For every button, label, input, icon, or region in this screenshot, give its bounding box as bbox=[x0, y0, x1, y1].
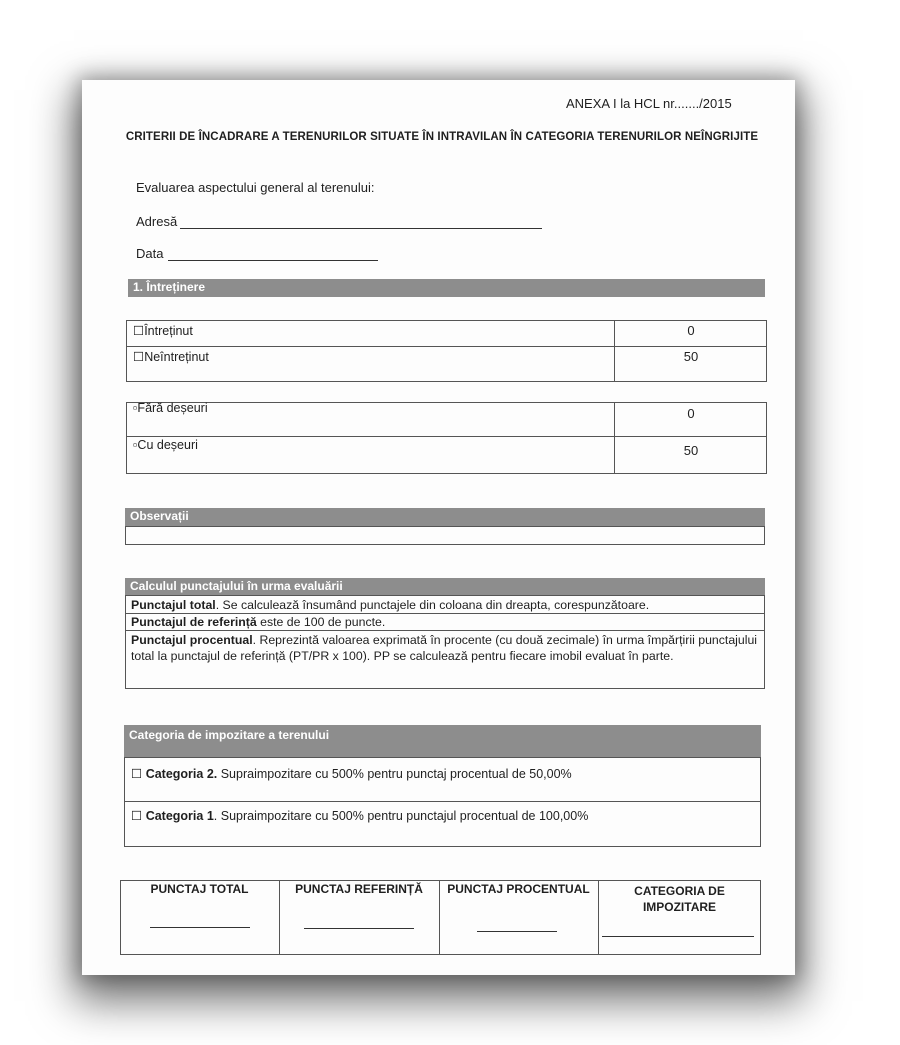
option-maintained[interactable]: ☐Întreținut bbox=[133, 324, 193, 338]
calc-percent-text bbox=[131, 632, 761, 664]
calculation-title: Calculul punctajului în urma evaluării bbox=[130, 579, 343, 593]
calc-total-text bbox=[131, 597, 761, 613]
category-2-option[interactable] bbox=[131, 766, 572, 781]
option-with-waste[interactable]: ▫Cu deșeuri bbox=[133, 438, 198, 452]
calc-reference-desc: este de 100 de puncte. bbox=[256, 615, 386, 629]
option-no-waste[interactable]: ▫Fără deșeuri bbox=[133, 401, 208, 415]
document-title: CRITERII DE ÎNCADRARE A TERENURILOR SITUATE ÎN INTRAVILAN ÎN CATEGORIA TERENURILOR NEÎNGRIJITE bbox=[125, 131, 759, 143]
annex-reference: ANEXA I la HCL nr......./2015 bbox=[566, 96, 732, 111]
waste-row-divider bbox=[126, 436, 767, 437]
observations-title: Observații bbox=[130, 509, 189, 523]
summary-divider-3 bbox=[598, 880, 599, 955]
calc-reference-text bbox=[131, 614, 761, 630]
category-1-desc: . Supraimpozitare cu 500% pentru punctajul procentual de 100,00% bbox=[213, 809, 589, 823]
calc-percent-label: Punctajul procentual bbox=[131, 633, 253, 647]
summary-reference-field[interactable] bbox=[304, 928, 414, 929]
calc-percent-desc: . Reprezintă valoarea exprimată în procente (cu două zecimale) în urma împărțirii punctajului total la punctajul de referință (PT/PR x 100). PP se calculează pentru fiecare imobil evaluat în parte. bbox=[131, 633, 758, 663]
option-unmaintained[interactable]: ☐Neîntreținut bbox=[133, 350, 209, 364]
address-label: Adresă bbox=[136, 214, 178, 229]
document-page bbox=[82, 80, 795, 975]
evaluation-label: Evaluarea aspectului general al terenului: bbox=[136, 180, 375, 195]
category-title: Categoria de impozitare a terenului bbox=[129, 728, 330, 742]
observations-field[interactable] bbox=[125, 526, 765, 545]
summary-percent-heading: PUNCTAJ PROCENTUAL bbox=[447, 882, 590, 896]
calc-total-desc: . Se calculează însumând punctajele din coloana din dreapta, corespunzătoare. bbox=[215, 598, 650, 612]
category-2-checkbox[interactable]: ☐ bbox=[131, 767, 146, 781]
date-label: Data bbox=[136, 246, 164, 261]
category-divider bbox=[124, 801, 761, 802]
score-unmaintained: 50 bbox=[683, 349, 699, 364]
summary-total-field[interactable] bbox=[150, 927, 250, 928]
section-maintenance-header bbox=[128, 279, 765, 297]
score-no-waste: 0 bbox=[687, 406, 695, 421]
category-header bbox=[124, 725, 761, 757]
section-maintenance-title: 1. Întreținere bbox=[133, 280, 206, 294]
maintenance-row-divider bbox=[126, 346, 767, 347]
calc-divider-2 bbox=[125, 630, 765, 631]
summary-total-heading: PUNCTAJ TOTAL bbox=[150, 882, 249, 896]
category-1-checkbox[interactable]: ☐ bbox=[131, 809, 146, 823]
address-field[interactable] bbox=[180, 228, 542, 229]
score-maintained: 0 bbox=[687, 323, 695, 338]
calculation-header bbox=[125, 578, 765, 595]
calc-reference-label: Punctajul de referință bbox=[131, 615, 257, 629]
summary-category-heading: CATEGORIA DE IMPOZITARE bbox=[634, 884, 725, 914]
score-with-waste: 50 bbox=[683, 443, 699, 458]
category-1-option[interactable] bbox=[131, 808, 588, 823]
summary-reference-heading: PUNCTAJ REFERINȚĂ bbox=[295, 882, 423, 896]
calc-total-label: Punctajul total bbox=[131, 598, 216, 612]
date-field[interactable] bbox=[168, 260, 378, 261]
observations-header bbox=[125, 508, 765, 526]
summary-category-field[interactable] bbox=[602, 936, 754, 937]
category-1-label: Categoria 1 bbox=[145, 809, 214, 823]
category-2-label: Categoria 2. bbox=[145, 767, 218, 781]
summary-percent-field[interactable] bbox=[477, 931, 557, 932]
category-2-desc: Supraimpozitare cu 500% pentru punctaj procentual de 50,00% bbox=[217, 767, 572, 781]
